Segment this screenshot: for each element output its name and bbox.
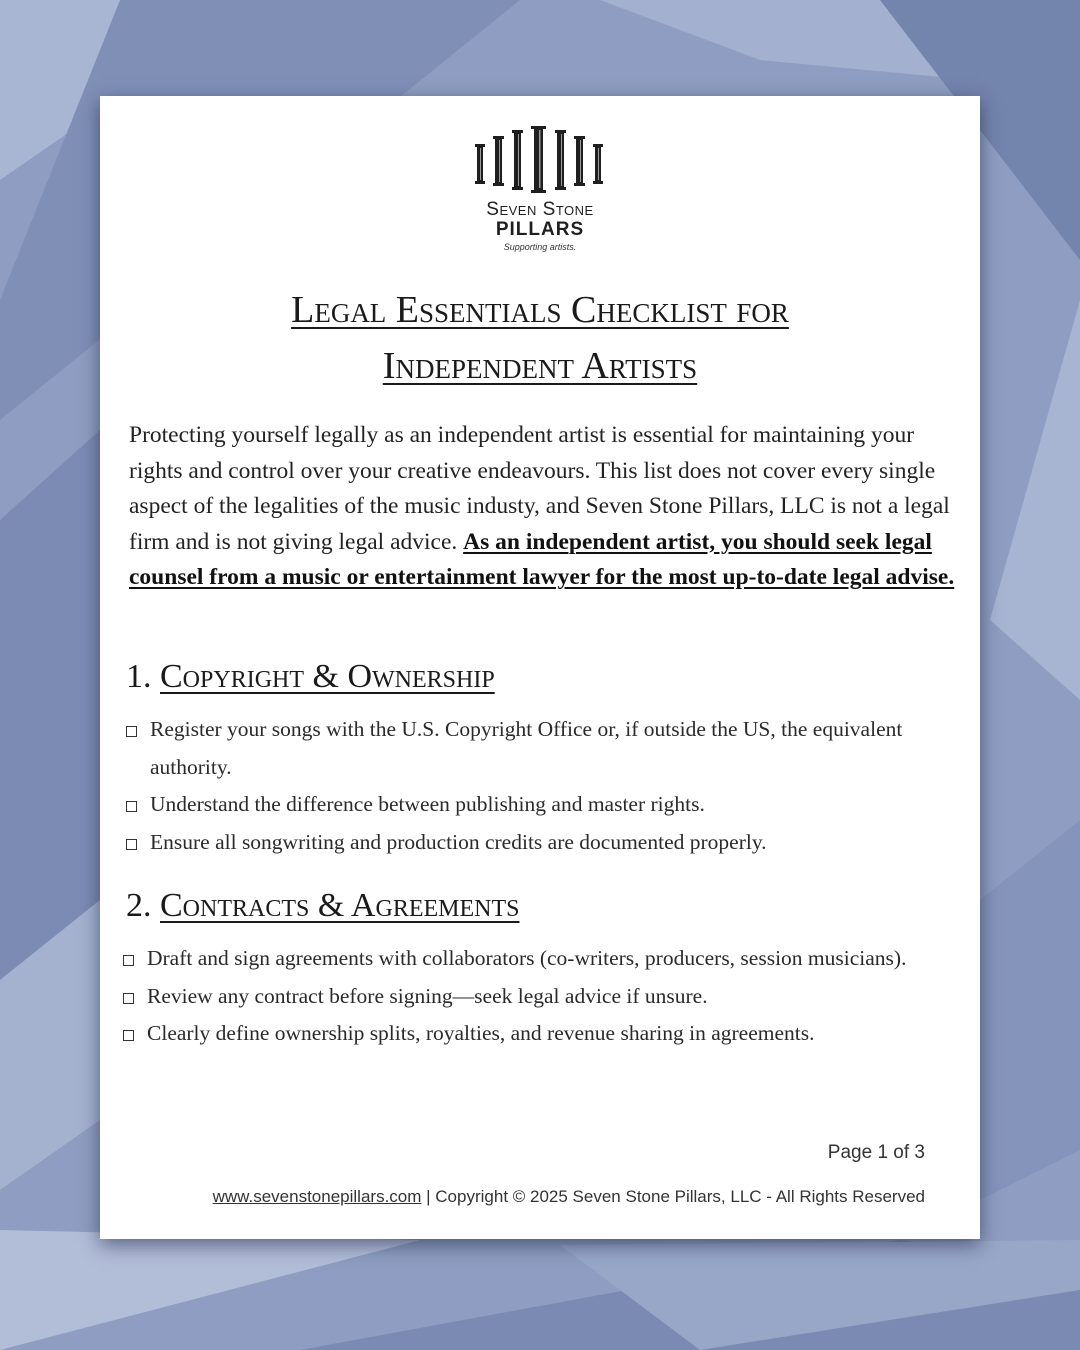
- copyright-text: | Copyright © 2025 Seven Stone Pillars, LLC - All Rights Reserved: [421, 1187, 925, 1206]
- section-title: Copyright & Ownership: [160, 658, 495, 695]
- checklist-item-text: Understand the difference between publishing and master rights.: [150, 792, 705, 816]
- website-link[interactable]: www.sevenstonepillars.com: [212, 1187, 422, 1206]
- checklist-item-text: Clearly define ownership splits, royalties, and revenue sharing in agreements.: [147, 1021, 815, 1045]
- document-title-line2: Independent Artists: [382, 345, 698, 387]
- checklist-item[interactable]: [124, 824, 944, 862]
- document-title-line1: Legal Essentials Checklist for: [291, 289, 789, 331]
- pillars-logo-icon: [473, 126, 607, 194]
- document-page: [100, 96, 980, 1239]
- checkbox[interactable]: [123, 1030, 134, 1041]
- section-heading-copyright: [126, 658, 495, 696]
- checkbox[interactable]: [126, 839, 137, 850]
- document-title: [140, 282, 940, 394]
- section-number: 1.: [126, 658, 152, 695]
- intro-paragraph: [129, 418, 959, 596]
- checkbox[interactable]: [126, 801, 137, 812]
- logo-name-line2: PILLARS: [495, 219, 585, 240]
- checklist-item[interactable]: [121, 1015, 941, 1053]
- checklist-item-text: Draft and sign agreements with collaborators (co-writers, producers, session musicians).: [147, 946, 907, 970]
- checklist-contracts: [121, 940, 941, 1053]
- checkbox[interactable]: [123, 955, 134, 966]
- intro-text: Protecting yourself legally as an independent artist is essential for maintaining your rights and control over your creative endeavours. This list does not cover every single aspect of the legalities of the music industy, and Seven Stone Pillars, LLC is not a legal firm and is not giving legal advice.: [129, 422, 950, 555]
- logo-tagline: Supporting artists.: [503, 242, 577, 252]
- company-logo: [460, 126, 620, 261]
- logo-name-line1: Seven Stone: [486, 199, 594, 220]
- checklist-item[interactable]: [124, 786, 944, 824]
- intro-emphasis: As an independent artist, you should seek legal counsel from a music or entertainment lawyer for the most up-to-date legal advise.: [129, 528, 955, 590]
- checklist-copyright: [124, 711, 944, 861]
- page-number: Page 1 of 3: [827, 1142, 925, 1163]
- checkbox[interactable]: [123, 993, 134, 1004]
- checklist-item[interactable]: [121, 978, 941, 1016]
- section-title: Contracts & Agreements: [160, 887, 520, 924]
- checklist-item-text: Ensure all songwriting and production credits are documented properly.: [150, 829, 767, 854]
- section-heading-contracts: [126, 887, 519, 925]
- checklist-item-text: Register your songs with the U.S. Copyright Office or, if outside the US, the equivalent authority.: [150, 717, 903, 779]
- section-number: 2.: [126, 887, 152, 924]
- page-footer: [152, 1187, 925, 1207]
- checklist-item[interactable]: [124, 711, 944, 786]
- checklist-item-text: Review any contract before signing—seek legal advice if unsure.: [147, 983, 708, 1008]
- checkbox[interactable]: [126, 726, 137, 737]
- checklist-item[interactable]: [121, 940, 941, 978]
